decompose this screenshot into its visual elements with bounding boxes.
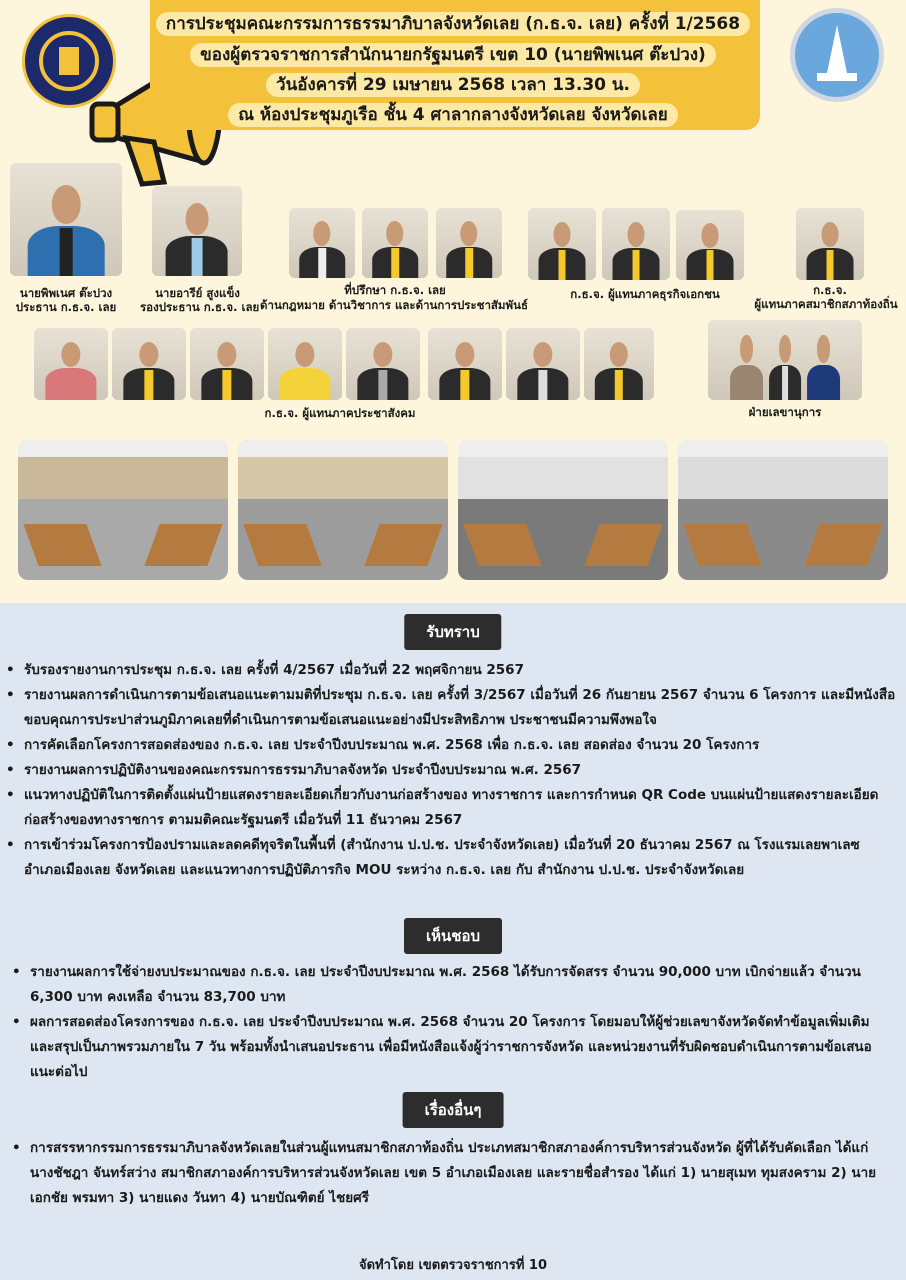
caption-vice-name: นายอารีย์ สูงแข็ง [155, 286, 240, 300]
photo-local-council [796, 208, 864, 280]
province-seal-icon [790, 8, 884, 102]
meeting-room-photo-1 [18, 440, 228, 580]
list-item: • รายงานผลการใช้จ่ายงบประมาณของ ก.ธ.จ. เลย ประจำปีงบประมาณ พ.ศ. 2568 ได้รับการจัดสรร จำนวน 90,000 บาท เบิกจ่ายแล้ว จำนวน 6,300 บาท คงเหลือ จำนวน 83,700 บาท [12, 960, 892, 1010]
caption-secretariat: ฝ่ายเลขานุการ [748, 405, 822, 419]
list-item: • แนวทางปฏิบัติในการติดตั้งแผ่นป้ายแสดงรายละเอียดเกี่ยวกับงานก่อสร้างของ ทางราชการ และการกำหนด QR Code บนแผ่นป้ายแสดงรายละเอียดก่อสร้างของทางราชการ ตามมติคณะรัฐมนตรี เมื่อวันที่ 11 ธันวาคม 2567 [6, 783, 900, 833]
photo-secretariat [708, 320, 862, 400]
photo-civil-6 [428, 328, 502, 400]
list-item: • รายงานผลการดำเนินการตามข้อเสนอแนะตามมติที่ประชุม ก.ธ.จ. เลย ครั้งที่ 3/2567 เมื่อวันที่ 26 กันยายน 2567 จำนวน 6 โครงการ และมีหนังสือขอบคุณการประปาส่วนภูมิภาคเลยที่ดำเนินการตามข้อเสนอแนะอย่างมีประสิทธิภาพ ประชาชนมีความพึงพอใจ [6, 683, 900, 733]
caption-chair-name: นายพิพเนศ ต๊ะปวง [19, 286, 113, 300]
photo-civil-8 [584, 328, 654, 400]
list-item: • การเข้าร่วมโครงการป้องปรามและลดคดีทุจริตในพื้นที่ (สำนักงาน ป.ป.ช. ประจำจังหวัดเลย) เมื่อวันที่ 20 ธันวาคม 2567 ณ โรงแรมเลยพาเลซ อำเภอเมืองเลย จังหวัดเลย และแนวทางการปฏิบัติภารกิจ MOU ระหว่าง ก.ธ.จ. เลย กับ สำนักงาน ป.ป.ช. ประจำจังหวัดเลย [6, 833, 900, 883]
section-approved-title: เห็นชอบ [404, 918, 502, 954]
meeting-title: การประชุมคณะกรรมการธรรมาภิบาลจังหวัดเลย (ก.ธ.จ. เลย) ครั้งที่ 1/2568 [0, 10, 906, 37]
section-acknowledged-title: รับทราบ [404, 614, 501, 650]
photo-civil-1 [34, 328, 108, 400]
photo-chairman [10, 163, 122, 276]
government-seal-icon [22, 14, 116, 108]
list-item: • รายงานผลการปฏิบัติงานของคณะกรรมการธรรมาภิบาลจังหวัด ประจำปีงบประมาณ พ.ศ. 2567 [6, 758, 900, 783]
section-other-list [12, 1136, 892, 1211]
list-item: • รับรองรายงานการประชุม ก.ธ.จ. เลย ครั้งที่ 4/2567 เมื่อวันที่ 22 พฤศจิกายน 2567 [6, 658, 900, 683]
caption-local-council: ผู้แทนภาคสมาชิกสภาท้องถิ่น [754, 297, 898, 311]
photo-advisor-3 [436, 208, 502, 278]
meeting-room-photo-2 [238, 440, 448, 580]
photo-private-1 [528, 208, 596, 280]
meeting-venue: ณ ห้องประชุมภูเรือ ชั้น 4 ศาลากลางจังหวัดเลย จังหวัดเลย [0, 101, 906, 128]
photo-vice-chairman [152, 186, 242, 276]
photo-civil-2 [112, 328, 186, 400]
section-approved-list [12, 960, 892, 1085]
photo-advisor-2 [362, 208, 428, 278]
photo-civil-4 [268, 328, 342, 400]
caption-private-sector: ก.ธ.จ. ผู้แทนภาคธุรกิจเอกชน [570, 287, 720, 301]
photo-civil-7 [506, 328, 580, 400]
meeting-date: วันอังคารที่ 29 เมษายน 2568 เวลา 13.30 น. [0, 71, 906, 98]
photo-civil-5 [346, 328, 420, 400]
caption-local-council-short: ก.ธ.จ. [813, 283, 847, 297]
footer-credit: จัดทำโดย เขตตรวจราชการที่ 10 [358, 1258, 548, 1273]
meeting-subtitle: ของผู้ตรวจราชการสำนักนายกรัฐมนตรี เขต 10 (นายพิพเนศ ต๊ะปวง) [0, 41, 906, 68]
photo-private-3 [676, 210, 744, 280]
meeting-room-photo-4 [678, 440, 888, 580]
section-other-title: เรื่องอื่นๆ [403, 1092, 504, 1128]
list-item: • การคัดเลือกโครงการสอดส่องของ ก.ธ.จ. เลย ประจำปีงบประมาณ พ.ศ. 2568 เพื่อ ก.ธ.จ. เลย สอดส่อง จำนวน 20 โครงการ [6, 733, 900, 758]
caption-chair-role: ประธาน ก.ธ.จ. เลย [15, 300, 117, 314]
caption-civil-society: ก.ธ.จ. ผู้แทนภาคประชาสังคม [264, 406, 416, 420]
photo-advisor-1 [289, 208, 355, 278]
list-item: • ผลการสอดส่องโครงการของ ก.ธ.จ. เลย ประจำปีงบประมาณ พ.ศ. 2568 จำนวน 20 โครงการ โดยมอบให้ผู้ช่วยเลขาจังหวัดจัดทำข้อมูลเพิ่มเติม และสรุปเป็นภาพรวมภายใน 7 วัน พร้อมทั้งนำเสนอประธาน เพื่อมีหนังสือแจ้งผู้ว่าราชการจังหวัด และหน่วยงานที่รับผิดชอบดำเนินการตามข้อเสนอแนะต่อไป [12, 1010, 892, 1085]
photo-private-2 [602, 208, 670, 280]
section-acknowledged-list [6, 658, 900, 883]
caption-vice-role: รองประธาน ก.ธ.จ. เลย [140, 300, 260, 314]
photo-civil-3 [190, 328, 264, 400]
meeting-room-photo-3 [458, 440, 668, 580]
list-item: • การสรรหากรรมการธรรมาภิบาลจังหวัดเลยในส่วนผู้แทนสมาชิกสภาท้องถิ่น ประเภทสมาชิกสภาองค์การบริหารส่วนจังหวัด ผู้ที่ได้รับคัดเลือก ได้แก่ นางชัชฎา จันทร์สว่าง สมาชิกสภาองค์การบริหารส่วนจังหวัดเลย เขต 5 อำเภอเมืองเลย และรายชื่อสำรอง ได้แก่ 1) นายสุเมท ทุมสงคราม 2) นายเอกชัย พรมทา 3) นายแดง วันทา 4) นายบัณฑิตย์ ไชยศรี [12, 1136, 892, 1211]
caption-advisors-fields: ด้านกฎหมาย ด้านวิชาการ และด้านการประชาสัมพันธ์ [260, 298, 528, 312]
caption-advisors: ที่ปรึกษา ก.ธ.จ. เลย [344, 283, 446, 297]
